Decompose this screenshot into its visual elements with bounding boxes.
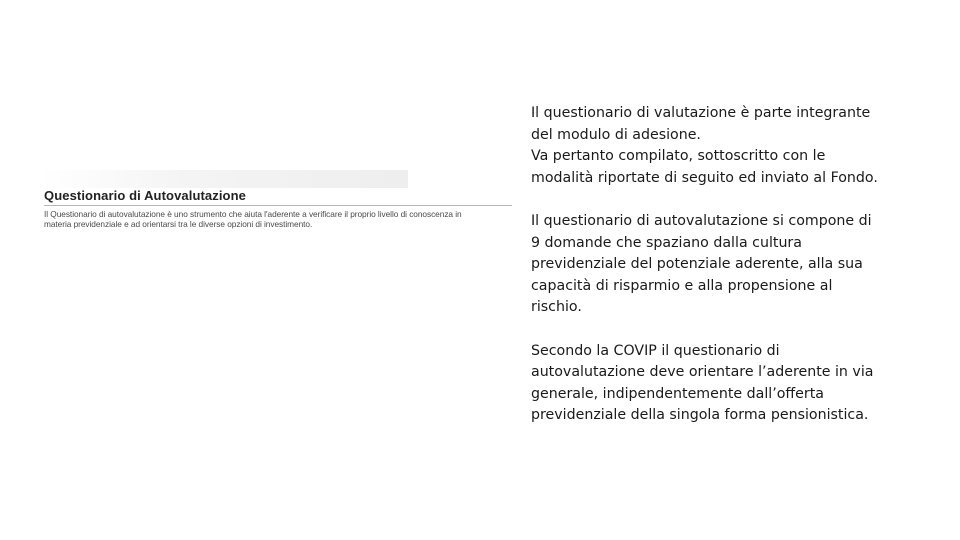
text-line: previdenziale del potenziale aderente, alla sua [531,256,863,273]
text-line: Secondo la COVIP il questionario di [531,342,780,359]
excerpt-divider [44,205,512,206]
text-line: Il questionario di valutazione è parte integrante [531,105,871,121]
paragraph-module-integration [531,103,911,189]
excerpt-line: materia previdenziale e ad orientarsi tra le diverse opzioni di investimento. [44,219,313,229]
excerpt-header-band [40,170,408,188]
text-line: 9 domande che spaziano dalla cultura [531,234,802,251]
text-line: Va pertanto compilato, sottoscritto con le [531,148,826,165]
text-line: capacità di risparmio e alla propensione al [531,277,833,294]
text-line: previdenziale della singola forma pensionistica. [531,407,869,424]
text-line: Il questionario di autovalutazione si compone di [531,212,872,229]
text-line: rischio. [531,299,582,316]
excerpt-title: Questionario di Autovalutazione [44,188,246,203]
questionnaire-excerpt-image [40,170,516,234]
excerpt-body [44,209,514,229]
text-line: modalità riportate di seguito ed inviato al Fondo. [531,169,878,186]
text-line: generale, indipendentemente dall’offerta [531,385,825,402]
paragraph-questionnaire-composition [531,211,911,319]
excerpt-line: Il Questionario di autovalutazione è uno strumento che aiuta l'aderente a verificare il proprio livello di conoscenza in [44,209,462,219]
paragraph-covip-guidance [531,341,911,427]
text-line: del modulo di adesione. [531,126,701,143]
text-line: autovalutazione deve orientare l’aderente in via [531,364,874,381]
text-column [531,103,911,427]
